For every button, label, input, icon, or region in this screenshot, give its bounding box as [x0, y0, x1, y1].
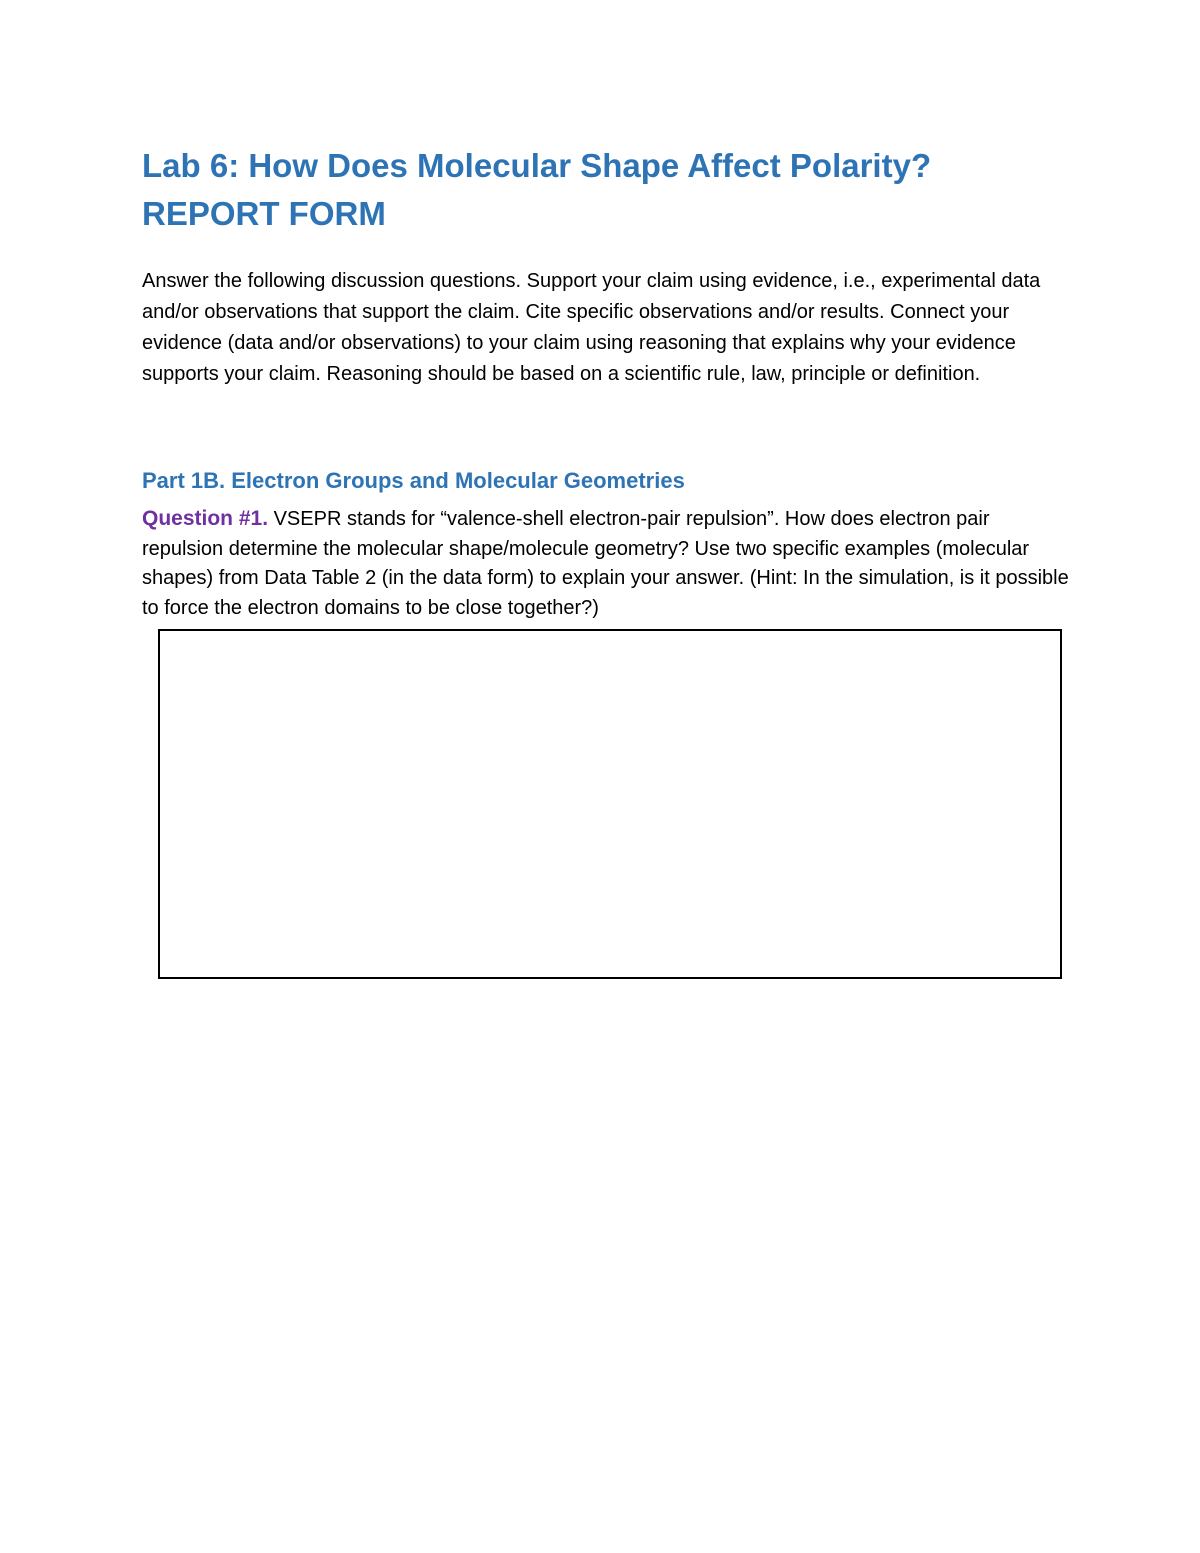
title-line-2: REPORT FORM [142, 195, 386, 232]
question-1 [142, 504, 1072, 623]
title-line-1: Lab 6: How Does Molecular Shape Affect Polarity? [142, 147, 932, 184]
question-1-text: VSEPR stands for “valence-shell electron-pair repulsion”. How does electron pair repulsion determine the molecular shape/molecule geometry? Use two specific examples (molecular shapes) from Data Table 2 (in the data form) to explain your answer. (Hint: In the simulation, is it possible to force the electron domains to be close together?) [142, 508, 1069, 619]
question-1-answer-box[interactable] [158, 629, 1062, 979]
instructions-paragraph: Answer the following discussion questions. Support your claim using evidence, i.e., experimental data and/or observations that support the claim. Cite specific observations and/or results. Connect your evidence (data and/or observations) to your claim using reasoning that explains why your evidence supports your claim. Reasoning should be based on a scientific rule, law, principle or definition. [142, 270, 1041, 385]
question-1-label: Question #1. [142, 507, 269, 530]
section-heading: Part 1B. Electron Groups and Molecular Geometries [142, 468, 685, 493]
page-title [142, 142, 1102, 238]
